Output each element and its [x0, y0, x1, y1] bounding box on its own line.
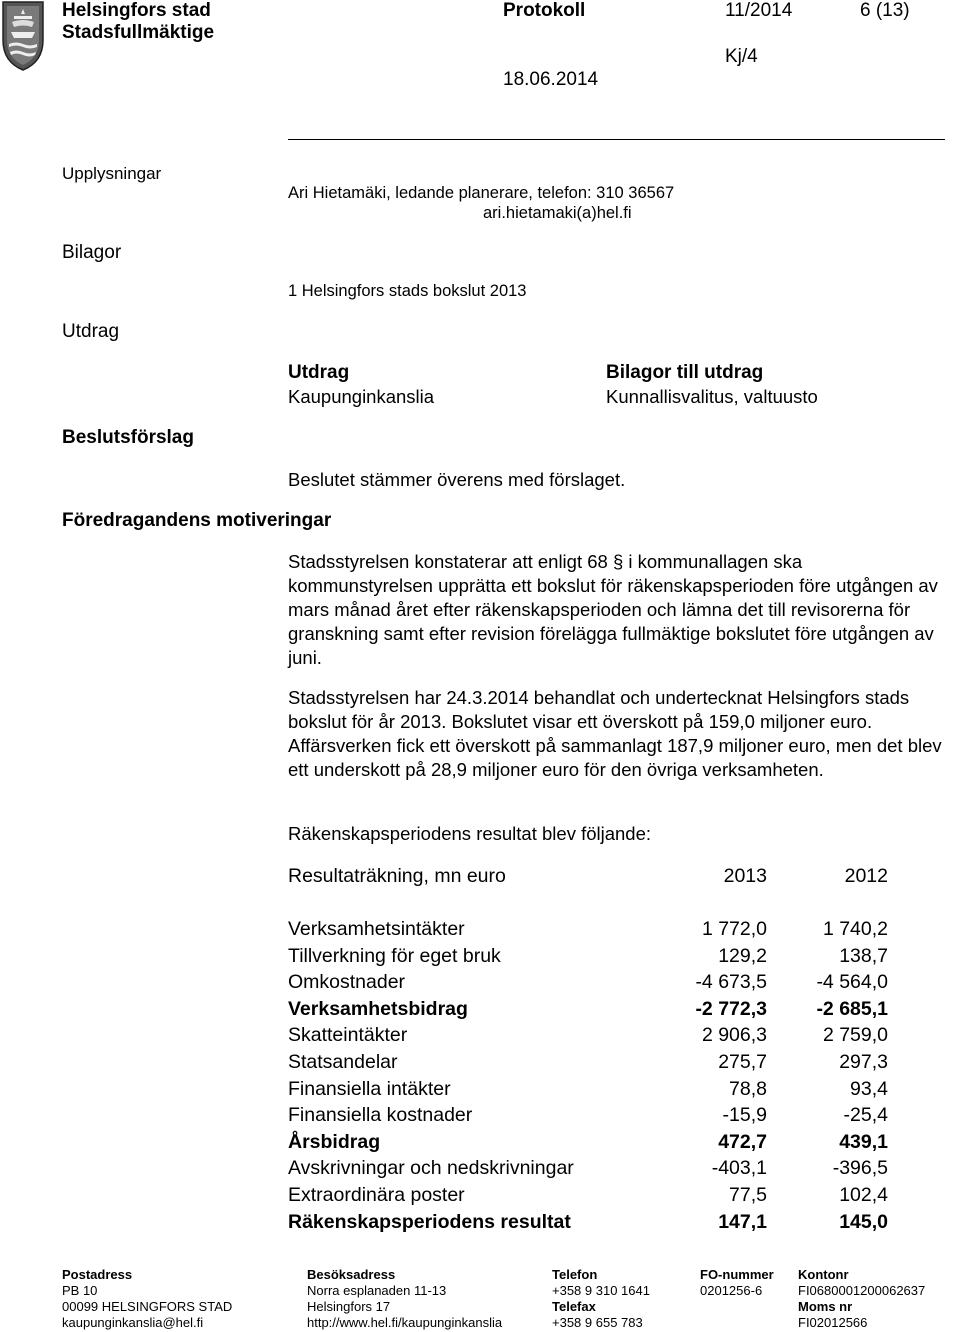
footer-besoksadress-label: Besöksadress	[307, 1267, 396, 1282]
row-value-2013: 2 906,3	[701, 1024, 767, 1047]
row-value-2012: 93,4	[850, 1077, 888, 1100]
row-label: Extraordinära poster	[288, 1184, 465, 1206]
paragraph-3: Räkenskapsperiodens resultat blev följande:	[288, 823, 652, 844]
row-value-2012: -396,5	[832, 1157, 888, 1180]
row-value-2012: -4 564,0	[816, 971, 888, 994]
document-type: Protokoll	[503, 0, 586, 21]
footer-moms: FI02012566	[798, 1315, 868, 1330]
extract-attachments-value: Kunnallisvalitus, valtuusto	[606, 386, 818, 407]
row-value-2013: -2 772,3	[695, 997, 767, 1020]
meeting-date: 18.06.2014	[503, 69, 599, 90]
table-row	[288, 945, 888, 971]
footer-besoksadress-line1: Norra esplanaden 11-13	[307, 1283, 447, 1298]
row-value-2013: 472,7	[718, 1130, 767, 1153]
table-row	[288, 918, 888, 944]
helsinki-coat-of-arms-logo	[0, 0, 46, 72]
row-value-2013: -15,9	[722, 1104, 767, 1127]
row-label: Statsandelar	[288, 1051, 398, 1073]
footer-fo	[700, 1267, 774, 1299]
row-label: Räkenskapsperiodens resultat	[288, 1210, 571, 1233]
row-value-2013: 77,5	[729, 1184, 767, 1206]
extract-recipient: Kaupunginkanslia	[288, 386, 435, 407]
contact-email: ari.hietamaki(a)hel.fi	[483, 204, 632, 222]
footer-telefon: +358 9 310 1641	[552, 1283, 650, 1298]
footer-fo-label: FO-nummer	[700, 1267, 774, 1282]
footer-postadress-line1: PB 10	[62, 1283, 98, 1298]
paragraph-2: Stadsstyrelsen har 24.3.2014 behandlat och undertecknat Helsingfors stads bokslut för år 2013. Bokslutet visar ett överskott på 159,0 miljoner euro. Affärsverken fick ett överskott på sammanlagt 187,9 miljoner euro, men det blev ett underskott på 28,9 miljoner euro för den övriga verksamheten.	[288, 687, 942, 780]
footer-besoksadress	[307, 1267, 502, 1331]
protocol-number: 11/2014	[725, 0, 793, 21]
footer-website: http://www.hel.fi/kaupunginkanslia	[307, 1315, 503, 1330]
organization-name: Helsingfors stad	[62, 0, 211, 21]
footer-email: kaupunginkanslia@hel.fi	[62, 1315, 204, 1330]
table-row	[288, 1211, 888, 1237]
footer-besoksadress-line2: Helsingfors 17	[307, 1299, 391, 1314]
table-row	[288, 998, 888, 1024]
row-value-2012: 145,0	[839, 1210, 888, 1233]
table-row	[288, 1078, 888, 1104]
table-row	[288, 1184, 888, 1210]
footer-telefax: +358 9 655 783	[552, 1315, 643, 1330]
table-row	[288, 1024, 888, 1050]
row-value-2012: 439,1	[839, 1130, 888, 1153]
label-utdrag: Utdrag	[62, 321, 120, 342]
label-beslutsforslag: Beslutsförslag	[62, 427, 194, 448]
row-value-2013: 147,1	[718, 1210, 767, 1233]
council-name: Stadsfullmäktige	[62, 22, 215, 43]
extract-attachments-title: Bilagor till utdrag	[606, 362, 764, 383]
footer-telefon-label: Telefon	[552, 1267, 598, 1282]
row-value-2013: -4 673,5	[695, 971, 767, 994]
table-row	[288, 1051, 888, 1077]
row-value-2013: -403,1	[711, 1157, 767, 1180]
table-title: Resultaträkning, mn euro	[288, 865, 506, 887]
row-label: Omkostnader	[288, 971, 406, 994]
row-label: Tillverkning för eget bruk	[288, 944, 501, 967]
row-label: Avskrivningar och nedskrivningar	[288, 1157, 574, 1180]
footer-postadress-line2: 00099 HELSINGFORS STAD	[62, 1299, 233, 1314]
extract-title: Utdrag	[288, 362, 350, 383]
row-value-2012: -25,4	[843, 1104, 888, 1127]
row-value-2012: -2 685,1	[816, 997, 888, 1020]
row-label: Finansiella kostnader	[288, 1104, 473, 1127]
row-value-2012: 297,3	[839, 1051, 888, 1073]
footer-phone	[552, 1267, 650, 1331]
footer-account	[798, 1267, 925, 1331]
row-value-2012: 1 740,2	[822, 918, 888, 940]
column-header-2013: 2013	[723, 865, 767, 887]
footer-fo-number: 0201256-6	[700, 1283, 763, 1298]
footer-kontonr-label: Kontonr	[798, 1267, 849, 1282]
paragraph-1: Stadsstyrelsen konstaterar att enligt 68 § i kommunallagen ska kommunstyrelsen upprätta ett bokslut för räkenskapsperioden före utgången av mars månad året efter räkenskapsperioden och lämna det till revisorerna för granskning samt efter revision förelägga fullmäktige bokslutet före utgången av juni.	[288, 551, 938, 668]
row-value-2013: 129,2	[718, 944, 767, 967]
row-label: Verksamhetsintäkter	[288, 918, 465, 940]
row-label: Skatteintäkter	[288, 1024, 408, 1047]
label-upplysningar: Upplysningar	[62, 164, 162, 183]
footer-kontonr: FI0680001200062637	[798, 1283, 926, 1298]
footer-postadress-label: Postadress	[62, 1267, 133, 1282]
table-row	[288, 1104, 888, 1130]
footer-moms-label: Moms nr	[798, 1299, 853, 1314]
row-value-2012: 102,4	[839, 1184, 888, 1206]
label-motiveringar: Föredragandens motiveringar	[62, 510, 332, 531]
decision-text: Beslutet stämmer överens med förslaget.	[288, 469, 626, 490]
table-row	[288, 1157, 888, 1183]
row-label: Finansiella intäkter	[288, 1077, 451, 1100]
page-number: 6 (13)	[860, 0, 910, 21]
row-label: Verksamhetsbidrag	[288, 997, 468, 1020]
row-value-2013: 1 772,0	[701, 918, 767, 940]
row-label: Årsbidrag	[288, 1130, 381, 1153]
table-header	[288, 865, 888, 891]
header-divider	[288, 139, 945, 140]
table-row	[288, 971, 888, 997]
section-code: Kj/4	[725, 46, 758, 67]
attachment-item: 1 Helsingfors stads bokslut 2013	[288, 282, 527, 300]
label-bilagor: Bilagor	[62, 242, 122, 263]
row-value-2012: 138,7	[839, 944, 888, 967]
row-value-2013: 275,7	[718, 1051, 767, 1073]
contact-person: Ari Hietamäki, ledande planerare, telefon: 310 36567	[288, 184, 675, 202]
row-value-2013: 78,8	[729, 1077, 767, 1100]
row-value-2012: 2 759,0	[822, 1024, 888, 1047]
footer-postadress	[62, 1267, 232, 1331]
footer-telefax-label: Telefax	[552, 1299, 596, 1314]
table-row	[288, 1131, 888, 1157]
column-header-2012: 2012	[844, 865, 888, 887]
